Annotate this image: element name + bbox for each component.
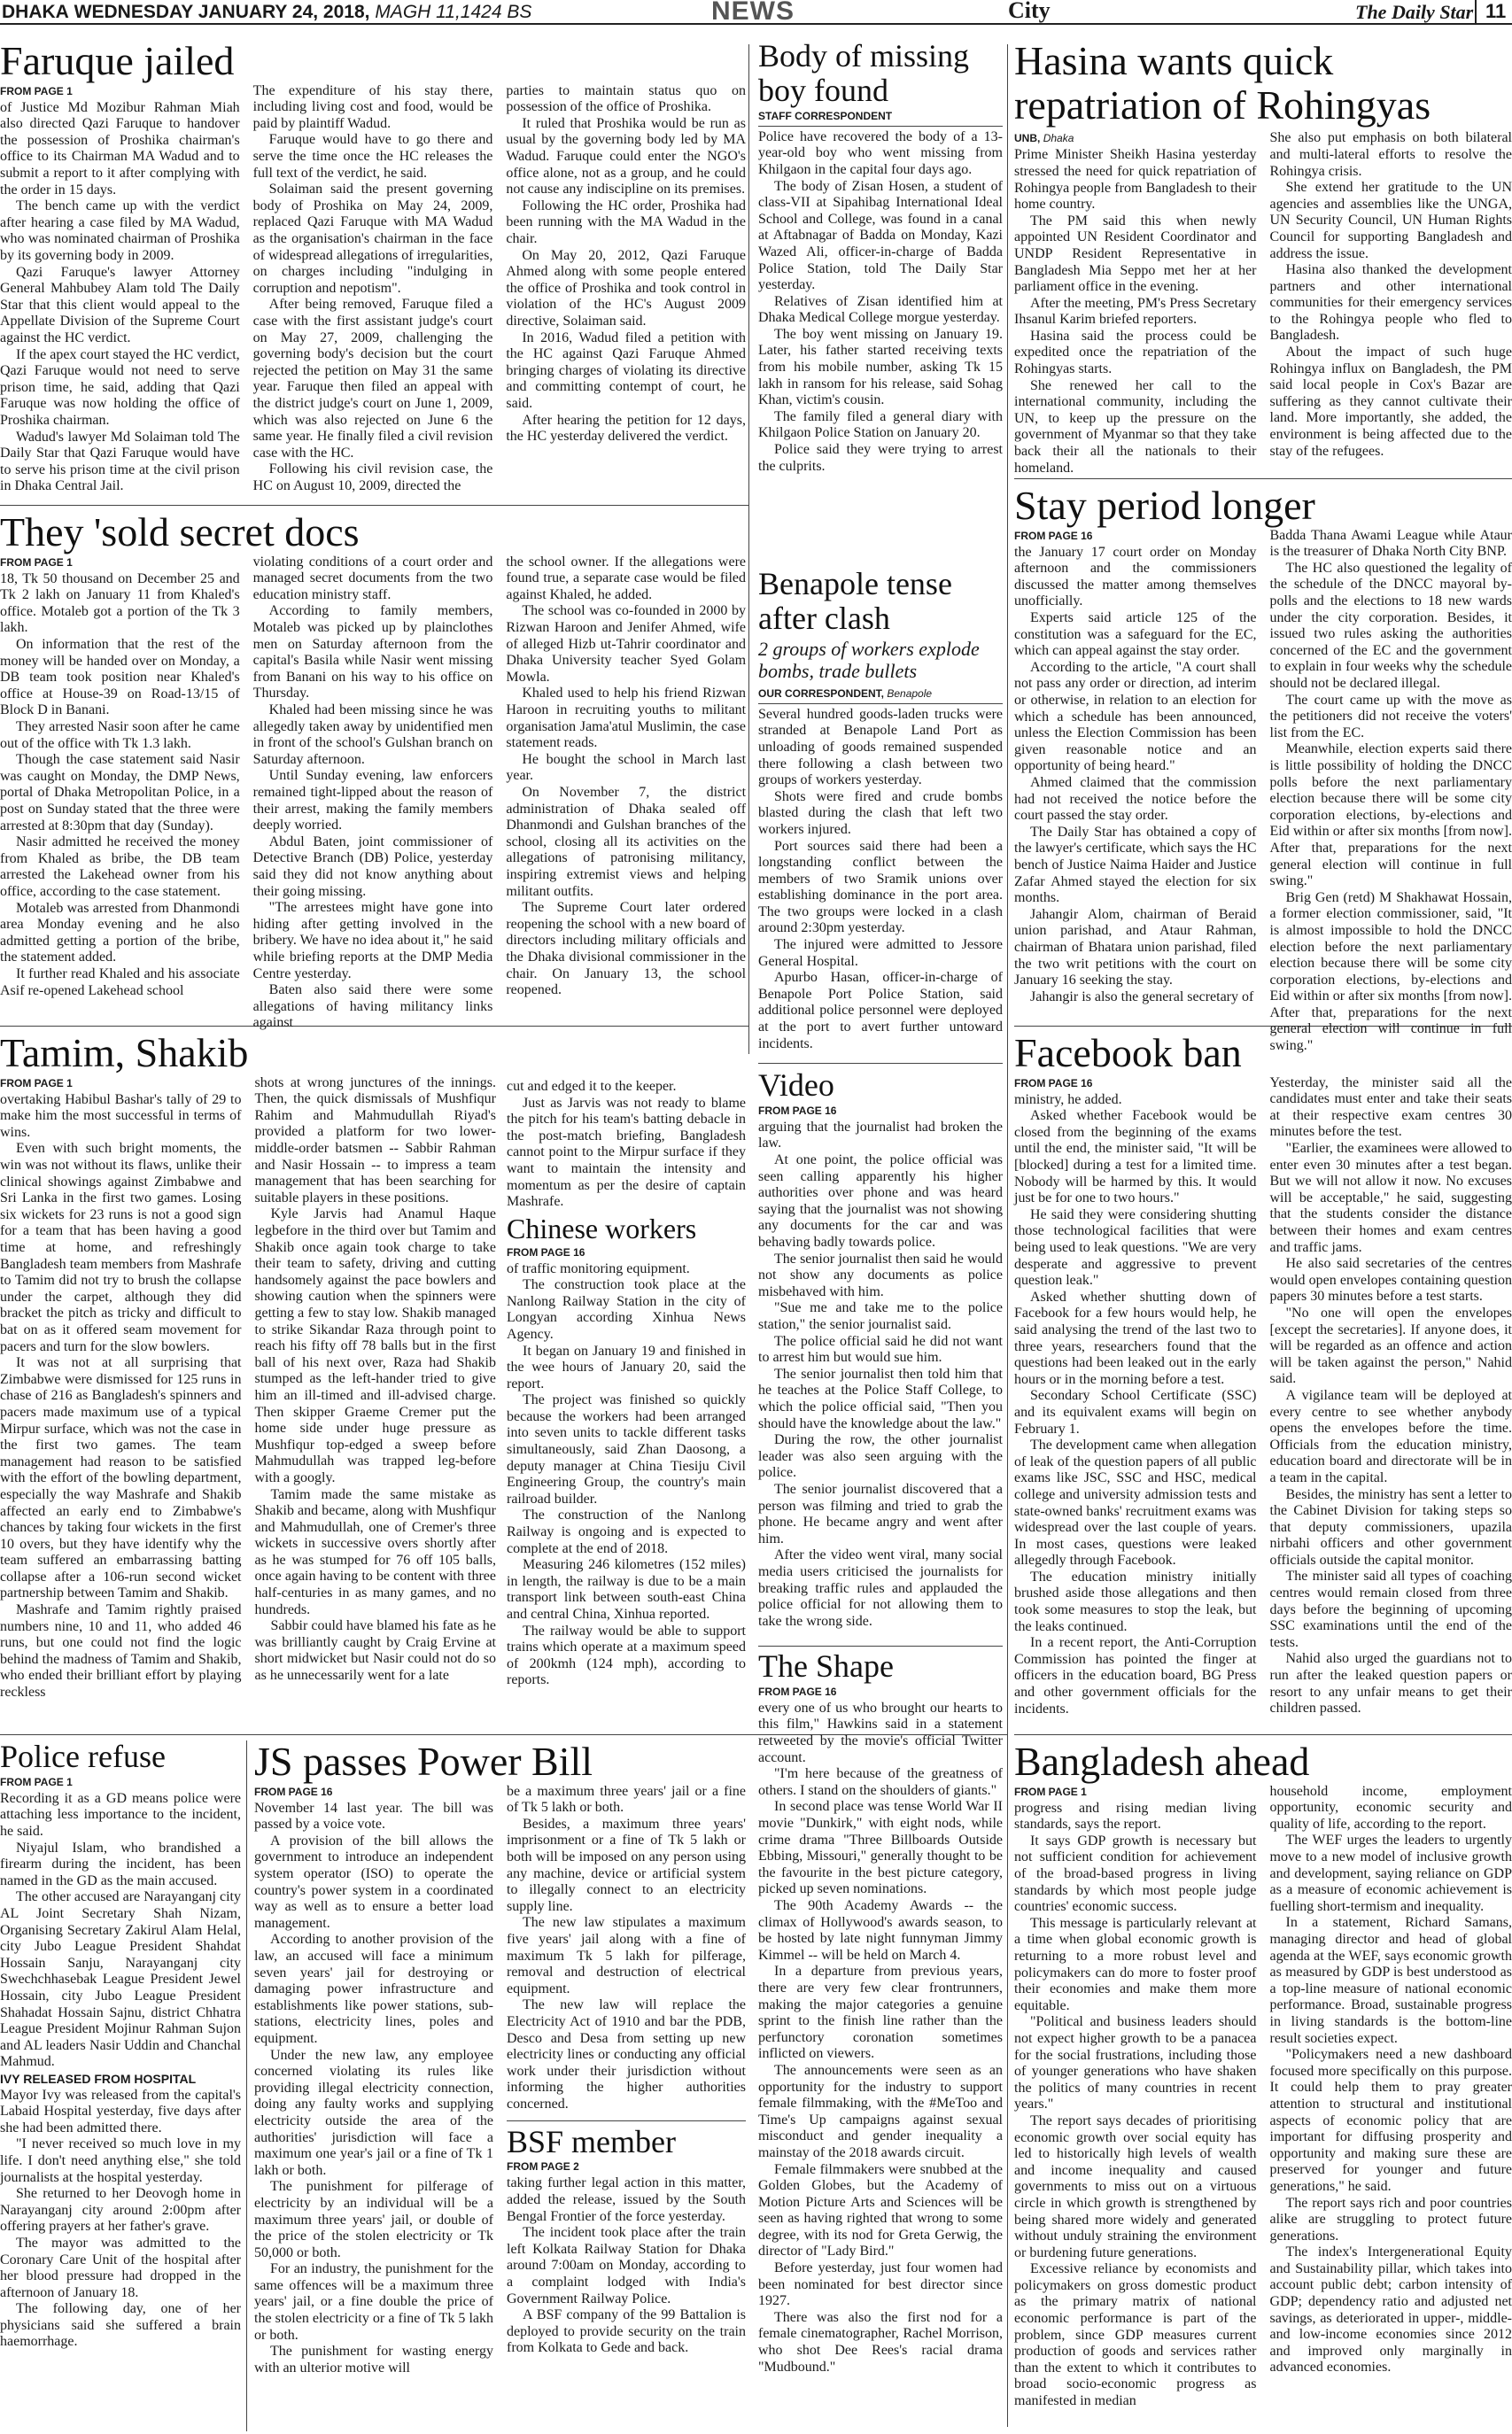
- paragraph: The education ministry initially brushed aside those allegations and then took some measures to stop the leak, but the leaks continued.: [1014, 1569, 1257, 1634]
- paragraph: Until Sunday evening, law enforcers remained tight-lipped about the reason of their arrest, making the family members deeply worried.: [252, 768, 493, 833]
- paragraph: be a maximum three years' jail or a fine of Tk 5 lakh or both.: [507, 1783, 746, 1816]
- story-column: [1270, 130, 1512, 477]
- headline: Body of missing boy found: [758, 38, 970, 108]
- story-column: [254, 1784, 493, 2377]
- subheadline: 2 groups of workers explode bombs, trade bullets: [758, 637, 980, 682]
- paragraph: The development came when allegation of leak of the question papers of all public exams like JSC, SSC and HSC, medical college and university admission tests and state-owned banks' recruitment exams was widespread over the last couple of years. In most cases, questions were leaked allegedly through Facebook.: [1014, 1438, 1257, 1569]
- byline: [1014, 132, 1257, 144]
- paragraph: On November 7, the district administration of Dhaka sealed off Dhanmondi and Gulshan branches of the school, closing all its activities on the allegations of patronising militancy, inspiring extremist views and helping militant outfits.: [506, 784, 747, 899]
- paragraph: There was also the first nod for a female cinematographer, Rachel Morrison, who shot Dee Rees's racial drama "Mudbound.": [758, 2309, 1003, 2375]
- paragraph: Even with such bright moments, the win was not without its flaws, unlike their clinical showings against Zimbabwe and Sri Lanka in the first two games. Losing six wickets for 23 runs is not a good sign for a team that has been having a good time at home, and refreshingly Bangladesh team members from Mashrafe to Tamim did not try to brush the collapse under the carpet, although they did bracket the pitch as tricky and difficult to bat on as it offered seam movement for pacers and turn for the slow bowlers.: [0, 1141, 242, 1354]
- paragraph: progress and rising median living standards, says the report.: [1014, 1800, 1257, 1833]
- paragraph: She also put emphasis on both bilateral and multi-lateral efforts to resolve the Rohingya crisis.: [1269, 130, 1512, 179]
- paragraph: Asked whether Facebook would be closed from the beginning of the exams until the end, the minister said, "It will be [blocked] during a test for a limited time. Nobody will be harmed by this. It would just be for one to two hours.": [1014, 1108, 1257, 1206]
- paragraph: This message is particularly relevant at a time when global economic growth is returning to a more robust level and policymakers can do more to foster proof their economies and make them more equitable.: [1014, 1915, 1257, 2013]
- paragraph: Baten also said there were some allegations of having militancy links against: [252, 982, 493, 1031]
- paragraph: He also said secretaries of the centres would open envelopes containing question papers 30 minutes before a test starts.: [1269, 1256, 1512, 1305]
- paragraph: The construction took place at the Nanlong Railway Station in the city of Longyan according Xinhua News Agency.: [507, 1277, 746, 1342]
- story-faruque-jailed: [0, 39, 746, 500]
- paragraph: During the row, the other journalist leader was also seen arguing with the police.: [758, 1432, 1003, 1481]
- paragraph: The index's Intergenerational Equity and Sustainability pillar, which takes into account public debt; carbon intensity of GDP; dependency ratio and adjusted net savings, as deteriorated in upper-, middle- and low-income economies since 2012 and improved only marginally in advanced economies.: [1269, 2244, 1512, 2376]
- paragraph: Excessive reliance by economists and policymakers on gross domestic product as the primary matrix of national economic performance is part of the problem, since GDP measures current production of goods and services rather than the extent to which it contributes to broad socio-economic progress as manifested in median: [1014, 2261, 1257, 2409]
- headline: Facebook ban: [1014, 1030, 1242, 1075]
- headline: Stay period longer: [1014, 483, 1315, 528]
- paragraph: Shots were fired and crude bombs blasted during the clash that left two workers injured.: [758, 788, 1003, 837]
- dateline: [2, 2, 531, 23]
- paragraph: He bought the school in March last year.: [506, 751, 747, 784]
- story-the-shape: [758, 1649, 1003, 2429]
- paragraph: The report says rich and poor countries alike are struggling to protect future generations.: [1269, 2195, 1512, 2244]
- paragraph: Wadud's lawyer Md Solaiman told The Daily Star that Qazi Faruque would have to serve his prison time at the civil prison in Dhaka Central Jail.: [0, 429, 240, 494]
- paragraph: The injured were admitted to Jessore General Hospital.: [758, 937, 1003, 969]
- story-column: [1014, 1784, 1257, 2410]
- paragraph: The HC also questioned the legality of the schedule of the DNCC mayoral by-polls and the elections to 18 new wards under the city corporation. Besides, it issued two rules asking the authorities concerned of the EC and the government to explain in four weeks why the schedule should not be declared illegal.: [1269, 560, 1512, 692]
- paragraph: Several hundred goods-laden trucks were stranded at Benapole Land Port as unloading of goods remained suspended there following a clash between two groups of workers yesterday.: [758, 706, 1003, 788]
- story-column: [255, 1075, 497, 1701]
- paragraph: Sabbir could have blamed his fate as he was brilliantly caught by Craig Ervine at short midwicket but Nasir could not do so as he unnecessarily went for a late: [254, 1618, 496, 1684]
- story-column: [507, 1784, 746, 2377]
- byline: FROM PAGE 1: [0, 1775, 73, 1788]
- paragraph: The senior journalist then said he would not show any documents as police misbehaved with him.: [758, 1251, 1003, 1299]
- page-header: [0, 0, 1512, 25]
- paragraph: She renewed her call to the international community, including the UN, to keep up the pressure on the government of Myanmar so that they take back their all the nationals to their homeland.: [1014, 377, 1257, 476]
- paragraph: Following his civil revision case, the HC on August 10, 2009, directed the: [252, 461, 493, 493]
- paragraph: cut and edged it to the keeper.: [507, 1079, 677, 1094]
- paragraph: It says GDP growth is necessary but not sufficient condition for achievement of the broad-based progress in living standards by which most people judge countries' economic success.: [1014, 1833, 1257, 1915]
- paragraph: The construction of the Nanlong Railway is ongoing and is expected to complete at the end of 2018.: [507, 1508, 746, 1556]
- paragraph: Asked whether shutting down of Facebook for a few hours would help, he said analysing the trend of the last two to three years, researchers found that the questions had been leaked out in the early hours or in the morning before a test.: [1014, 1289, 1257, 1387]
- paragraph: Nahid also urged the guardians not to run after the leaked question papers or resort to any unfair means to get their children passed.: [1269, 1651, 1512, 1717]
- paragraph: She returned to her Deovogh home in Narayanganj city around 2:00pm after offering prayers at her father's grave.: [0, 2186, 241, 2235]
- story-js-passes-power-bill: [254, 1740, 746, 2430]
- paragraph: A vigilance team will be deployed at every centre to see whether anybody opens the envelopes before the time. Officials from the education ministry, education board and directorate will be in a team in the capital.: [1269, 1387, 1512, 1485]
- paragraph: Besides, a maximum three years' imprisonment or a fine of Tk 5 lakh or both will be imposed on any person using any machine, device or artificial system to illegally connect to an electricity supply line.: [507, 1816, 746, 1914]
- section-label: NEWS: [711, 0, 795, 26]
- paragraph: The punishment for wasting energy with an ulterior motive will: [254, 2344, 493, 2376]
- paragraph: shots at wrong junctures of the innings. Then, the quick dismissals of Mushfiqur Rahim and Mahmudullah Riyad's provided a platform for two lower-middle-order batsmen -- Sabbir Rahman and Nasir Hossain -- to impress a team management that has been searching for suitable players in these positions.: [254, 1074, 496, 1205]
- story-body-of-missing-boy: [758, 39, 1003, 562]
- paragraph: "Earlier, the examinees were allowed to enter even 30 minutes after a test began. But we will not allow it now. No excuses will be acceptable," he said, suggesting that the students consider the distance between their homes and exam centres and traffic jams.: [1269, 1141, 1512, 1255]
- column-rule: [748, 44, 749, 1054]
- paragraph: Hasina also thanked the development partners and other international communities for their emergency services to the Rohingya people who fled to Bangladesh.: [1269, 262, 1512, 344]
- paragraph: Niyajul Islam, who brandished a firearm during the incident, has been named in the GD as the main accused.: [0, 1840, 241, 1888]
- paragraph: He said they were considering shutting those technological facilities that were being used to leak questions. "We are very desperate and aggressive to prevent question leak.": [1014, 1206, 1257, 1289]
- byline: FROM PAGE 16: [254, 1785, 333, 1798]
- paragraph: The new law will replace the Electricity Act of 1910 and bar the PDB, Desco and Desa from setting up new electricity lines or conducting any official work under their jurisdiction without informing the higher authorities concerned.: [507, 1997, 746, 2112]
- paragraph: The Daily Star has obtained a copy of the lawyer's certificate, which says the HC bench of Justice Naima Haider and Justice Zafar Ahmed stayed the election for six months.: [1014, 824, 1257, 906]
- paragraph: Ahmed claimed that the commission had not received the notice before the court passed the stay order.: [1014, 774, 1257, 824]
- paragraph: The school was co-founded in 2000 by Rizwan Haroon and Jenifer Ahmed, wife of alleged Hizb ut-Tahrir coordinator and Dhaka University teacher Syed Golam Mowla.: [506, 603, 747, 685]
- story-chinese-workers: [507, 1213, 746, 1729]
- paragraph: "Policymakers need a new dashboard focused more specifically on this purpose. It could help them to pray greater attention to structural and institutional aspects of economic policy that are important for diffusing prosperity and opportunity and making sure these are preserved for younger and future generations," he said.: [1269, 2047, 1512, 2194]
- headline: They 'sold secret docs: [0, 509, 360, 554]
- dateline-bangla-date: MAGH 11,1424 BS: [375, 2, 532, 22]
- paragraph: The senior journalist then told him that he teaches at the Police Staff College, to which the police official said, "Then you should have the knowledge about the law.": [758, 1366, 1003, 1431]
- headline: The Shape: [758, 1648, 894, 1684]
- paragraph: arguing that the journalist had broken the law.: [758, 1119, 1003, 1151]
- paragraph: The other accused are Narayanganj city AL Joint Secretary Shah Nizam, Organising Secretary Zakirul Alam Helal, city Jubo League President Shahdat Hossain Sanju, Narayanganj city Swechchhasebak League President Jewel Hossain, city Jubo League President Shahadat Hossain Sajnu, district Chhatra League President Mojinur Rahman Sujon and AL leaders Nasir Uddin and Chanchal Mahmud.: [0, 1889, 241, 2070]
- byline: FROM PAGE 16: [758, 1685, 837, 1698]
- subheading: IVY RELEASED FROM HOSPITAL: [0, 2071, 197, 2086]
- paragraph: Meanwhile, election experts said there is little possibility of holding the DNCC polls before the next parliamentary election because there will be some city corporation elections, by-elections and Eid within or after six months [from now]. After that, preparations for the next general election will continue in full swing.": [1269, 741, 1512, 889]
- paragraph: Solaiman said the present governing body of Proshika on May 24, 2009, replaced Qazi Faruque with MA Wadud as the organisation's chairman in the face of widespread allegations of irregularities, on charges including "indulging in corruption and nepotism".: [252, 182, 493, 296]
- story-sold-secret-docs: [0, 509, 747, 1031]
- paragraph: The PM said this when newly appointed UN Resident Coordinator and UNDP Resident Representative in Bangladesh Mia Seppo met her at her parliament office in the evening.: [1014, 213, 1257, 295]
- paragraph: Though the case statement said Nasir was caught on Monday, the DMP News, portal of Dhaka Metropolitan Police, in a post on Sunday stated that the three were arrested at 8:30pm that day (Sunday).: [0, 752, 240, 833]
- headline: JS passes Power Bill: [254, 1739, 593, 1784]
- paragraph: of Justice Md Mozibur Rahman Miah also directed Qazi Faruque to handover the possession of Proshika chairman's office to its Chairman MA Wadud and to submit a report to it after complying with the order in 15 days.: [0, 99, 240, 198]
- story-column: [253, 554, 493, 1032]
- paragraph: Secondary School Certificate (SSC) and its equivalent exams will begin on February 1.: [1014, 1388, 1257, 1437]
- story-bsf-member: [507, 2120, 746, 2357]
- paragraph: Recording it as a GD means police were attaching less importance to the incident, he said.: [0, 1790, 241, 1840]
- paragraph: She extend her gratitude to the UN agencies and assemblies like the UNGA, UN Security Council, UN Human Rights Council for supporting Bangladesh and address the issue.: [1269, 180, 1512, 261]
- dateline-place: DHAKA: [2, 2, 69, 22]
- byline: FROM PAGE 16: [758, 1104, 837, 1117]
- paragraph: After the meeting, PM's Press Secretary Ihsanul Karim briefed reporters.: [1014, 295, 1257, 328]
- paragraph: Apurbo Hasan, officer-in-charge of Benapole Port Police Station, said additional police personnel were deployed at the port to avert further untoward incidents.: [758, 970, 1003, 1051]
- byline: FROM PAGE 16: [1014, 529, 1093, 542]
- paragraph: Mashrafe and Tamim rightly praised numbers nine, 10 and 11, who added 46 runs, but one could not find the logic behind the madness of Tamim and Shakib, who ended their brilliant effort by playing reckless: [0, 1602, 242, 1701]
- paragraph: Jahangir is also the general secretary of: [1030, 988, 1254, 1004]
- story-benapole-tense: [758, 567, 1003, 1063]
- story-column: [253, 83, 493, 495]
- story-hasina-rohingyas: [1014, 39, 1512, 475]
- paragraph: In a departure from previous years, there are very few clear frontrunners, making the major categories a genuine sprint to the finish line rather than the perfunctory coronation sometimes inflicted on viewers.: [758, 1964, 1003, 2062]
- headline: Police refuse: [0, 1739, 166, 1774]
- paragraph: It further read Khaled and his associate Asif re-opened Lakehead school: [0, 965, 240, 998]
- story-column: [1270, 528, 1512, 1055]
- paragraph: "Political and business leaders should not expect higher growth to be a panacea for the social frustrations, including those of younger generations who have shaken the politics of many countries in recent years.": [1014, 2014, 1257, 2112]
- paragraph: About the impact of such huge Rohingya influx on Bangladesh, the PM said local people in Cox's Bazar are suffering as they cannot cultivate their land. More importantly, she added, the environment is being affected due to the stay of the refugees.: [1269, 345, 1512, 459]
- paragraph: The bench came up with the verdict after hearing a case filed by MA Wadud, who was nominated chairman of Proshika by its governing body in 2009.: [0, 198, 240, 264]
- headline: Bangladesh ahead: [1014, 1739, 1310, 1784]
- paragraph: "The arrestees might have gone into hiding after getting involved in the bribery. We have no idea about it," he said while briefing reports at the DMP Media Centre yesterday.: [252, 900, 493, 981]
- paragraph: A BSF company of the 99 Battalion is deployed to provide security on the train from Kolkata to Gede and back.: [507, 2307, 746, 2356]
- story-bangladesh-ahead: [1014, 1740, 1512, 2430]
- byline-source: UNB,: [1014, 132, 1041, 145]
- paragraph: In 2016, Wadud filed a petition with the HC against Qazi Faruque Ahmed bringing charges of violating its directive and committing contempt of court, he said.: [506, 329, 747, 411]
- paragraph: "No one will open the envelopes [except the secretaries]. If anyone does, it will be regarded as an offence and action will be taken against the person," Nahid said.: [1269, 1305, 1512, 1387]
- byline: FROM PAGE 2: [507, 2160, 579, 2174]
- paragraph: The new law stipulates a maximum five years' jail along with a fine of maximum Tk 5 lakh for pilferage, removal and destruction of electrical equipment.: [507, 1915, 746, 1996]
- byline-source: OUR CORRESPONDENT,: [758, 686, 885, 700]
- paragraph: violating conditions of a court order and managed secret documents from the two education ministry staff.: [252, 554, 493, 602]
- story-rule: [1014, 1734, 1512, 1735]
- story-rule: [758, 1063, 1003, 1064]
- paragraph: Measuring 246 kilometres (152 miles) in length, the railway is due to be a main transport link between south-east China and central China, Xinhua reported.: [507, 1557, 746, 1623]
- paragraph: The expenditure of his stay there, including living cost and food, would be paid by plaintiff Wadud.: [252, 82, 493, 131]
- paragraph: The following day, one of her physicians said she suffered a brain haemorrhage.: [0, 2301, 241, 2350]
- paragraph: Tamim made the same mistake as Shakib and became, along with Mushfiqur and Mahmudullah, one of Cremer's three wickets in successive overs shortly after as he was stumped for 76 off 105 balls, once again having to be content with three half-centuries in as many games, and no hundreds.: [254, 1486, 496, 1617]
- story-video: [758, 1068, 1003, 1644]
- paragraph: Just as Jarvis was not ready to blame the pitch for his team's batting debacle in the post-match briefing, Bangladesh cannot point to the Mirpur surface if they want to maintain the intensity and momentum as per the desire of captain Mashrafe.: [507, 1095, 746, 1210]
- paragraph: household income, employment opportunity, economic security and quality of life, according to the report.: [1269, 1783, 1512, 1832]
- paragraph: Jahangir Alom, chairman of Beraid union parishad, and Ataur Rahman, chairman of Bhatara union parishad, filed the two writ petitions with the court on January 16 seeking the stay.: [1014, 906, 1257, 988]
- paragraph: "I never received so much love in my life. I don't need anything else," she told journalists at the hospital yesterday.: [0, 2136, 241, 2185]
- byline: FROM PAGE 16: [1014, 1076, 1093, 1089]
- paragraph: parties to maintain status quo on possession of the office of Proshika.: [506, 82, 747, 115]
- paragraph: The family filed a general diary with Khilgaon Police Station on January 20.: [758, 408, 1003, 441]
- column-rule: [246, 1740, 247, 2431]
- paragraph: "Sue me and take me to the police station," the senior journalist said.: [758, 1300, 1003, 1332]
- paragraph: According to family members, Motaleb was picked up by plainclothes men on Saturday afternoon from the capital's Basila while Nasir went missing from Banani on his way to his office on Thursday.: [252, 603, 493, 702]
- paragraph: The WEF urges the leaders to urgently move to a new model of inclusive growth and development, saying reliance on GDP as a measure of economic achievement is fuelling short-termism and inequality.: [1269, 1833, 1512, 1914]
- paragraph: They arrested Nasir soon after he came out of the office with Tk 1.3 lakh.: [0, 719, 240, 751]
- paragraph: ministry, he added.: [1014, 1091, 1122, 1107]
- paragraph: The mayor was admitted to the Coronary Care Unit of the hospital after her blood pressure had dropped in the afternoon of January 18.: [0, 2235, 241, 2300]
- paragraph: It ruled that Proshika would be run as usual by the governing body led by MA Wadud. Faruque could enter the NGO's office alone, not as a group, and he could not cause any indiscipline on its premises.: [506, 115, 747, 198]
- story-column: [1270, 1075, 1512, 1718]
- paragraph: Khaled used to help his friend Rizwan Haroon in recruiting youths to militant organisation Jama'atul Muslimin, the case statement reads.: [506, 686, 747, 751]
- paragraph: After hearing the petition for 12 days, the HC yesterday delivered the verdict.: [506, 412, 747, 445]
- masthead-logo: The Daily Star: [1355, 1, 1474, 23]
- paragraph: At one point, the police official was seen calling apparently his higher authorities over phone and was heard saying that the journalist was not showing any documents for the car and was behaving badly towards police.: [758, 1152, 1003, 1251]
- paragraph: Female filmmakers were snubbed at the Golden Globes, but the Academy of Motion Picture Arts and Sciences will be seen as having righted that wrong to some degree, with its nod for Greta Gerwig, the director of "Lady Bird.": [758, 2161, 1003, 2260]
- paragraph: Prime Minister Sheikh Hasina yesterday stressed the need for quick repatriation of Rohingya people from Bangladesh to their home country.: [1014, 147, 1257, 213]
- paragraph: On May 20, 2012, Qazi Faruque Ahmed along with some people entered the office of Proshika and took control in violation of the HC's August 2009 directive, Solaiman said.: [506, 247, 747, 329]
- paragraph: The Supreme Court later ordered reopening the school with a new board of directors including military officials and the Dhaka divisional commissioner in the chair. On January 13, the school reopened.: [506, 900, 747, 998]
- byline-place: Dhaka: [1043, 132, 1074, 145]
- paragraph: On information that the rest of the money will be handed over on Monday, a DB team took position near Khaled's office at House-39 on Road-13/15 of Block D in Banani.: [0, 637, 240, 718]
- paragraph: Faruque would have to go there and serve the time once the HC releases the full text of the verdict, he said.: [252, 132, 493, 181]
- story-rule: [0, 505, 748, 506]
- byline: STAFF CORRESPONDENT: [758, 110, 1003, 127]
- story-column: [506, 83, 746, 495]
- headline: Chinese workers: [507, 1213, 697, 1244]
- paragraph: The punishment for pilferage of electricity by an individual will be a maximum three years' jail, or double of the price of the stolen electricity or Tk 50,000 or both.: [254, 2179, 493, 2260]
- story-rule: [758, 1646, 1003, 1647]
- paragraph: Motaleb was arrested from Dhanmondi area Monday evening and he also admitted getting a portion of the bribe, the statement added.: [0, 900, 240, 965]
- story-column: [0, 1075, 242, 1701]
- paragraph: According to the article, "A court shall not pass any order or direction, ad interim or otherwise, in relation to an election for which a schedule has been announced, unless the Election Commission has been given reasonable notice and an opportunity of being heard.": [1014, 659, 1257, 774]
- paragraph: Nasir admitted he received the money from Khaled as bribe, the DB team arrested the Lakehead owner from his office, according to the case statement.: [0, 834, 240, 899]
- paragraph: Yesterday, the minister said all the candidates must enter and take their seats at their respective exam centres 30 minutes before the test.: [1269, 1074, 1512, 1140]
- paragraph: of traffic monitoring equipment.: [507, 1260, 690, 1276]
- paragraph: Experts said article 125 of the constitution was a safeguard for the EC, which can appeal against the stay order.: [1014, 610, 1257, 659]
- paragraph: overtaking Habibul Bashar's tally of 29 to make him the most successful in terms of wins.: [0, 1091, 242, 1140]
- story-tamim-shakib: [0, 1031, 496, 1731]
- paragraph: The project was finished so quickly because the workers had been arranged into seven units to tackle different tasks simultaneously, said Zhan Daosong, a deputy manager at China Tiesiju Civil Engineering Group, the country's main railroad builder.: [507, 1392, 746, 1507]
- paragraph: It was not at all surprising that Zimbabwe were dismissed for 125 runs in chase of 216 as Bangladesh's spinners and pacers made maximum use of a typical Mirpur surface, which was not the case in the first two games. The team management had reason to be satisfied with the effort of the bowling department, especially the way Mashrafe and Shakib affected an early end to Zimbabwe's chances by taking four wickets in the first 10 overs, but they have identify why the team suffered an embarrassing batting collapse after a 106-run second wicket partnership between Tamim and Shakib.: [0, 1355, 242, 1601]
- paragraph: For an industry, the punishment for the same offences will be a maximum three years' jail, or a fine double the price of the stolen electricity or a fine of Tk 5 lakh or both.: [254, 2261, 493, 2343]
- paragraph: In a statement, Richard Samans, managing director and head of global agenda at the WEF, says economic growth as measured by GDP is best understood as a top-line measure of national economic performance. Broad, sustainable progress in living standards is the bottom-line result societies expect.: [1269, 1915, 1512, 2046]
- paragraph: Hasina said the process could be expedited once the repatriation of the Rohingyas starts.: [1014, 328, 1257, 377]
- subsection-label: City: [1008, 0, 1051, 23]
- headline: Tamim, Shakib: [0, 1030, 249, 1075]
- story-column: [1014, 528, 1257, 1055]
- headline: Video: [758, 1067, 834, 1103]
- paragraph: In a recent report, the Anti-Corruption Commission has pointed the finger at officers in the education board, BG Press and other government officials for the incidents.: [1014, 1635, 1257, 1717]
- story-column: [506, 554, 746, 1032]
- paragraph: A provision of the bill allows the government to introduce an independent system operator (ISO) to operate the country's power system in a coordinated way as well as to ensure a better load management.: [254, 1833, 493, 1931]
- paragraph: The minister said all types of coaching centres would remain closed from three days before the beginning of upcoming SSC examinations until the end of the tests.: [1269, 1569, 1512, 1650]
- headline: Benapole tense after clash: [758, 566, 952, 636]
- dateline-date: WEDNESDAY JANUARY 24, 2018,: [74, 2, 370, 22]
- byline: FROM PAGE 1: [0, 1076, 73, 1089]
- story-rule: [1014, 478, 1512, 479]
- byline: FROM PAGE 1: [1014, 1785, 1087, 1798]
- paragraph: In second place was tense World War II movie "Dunkirk," with eight nods, while crime drama "Three Billboards Outside Ebbing, Missouri," generally thought to be the favourite in the best picture category, picked up seven nominations.: [758, 1799, 1003, 1897]
- byline: [758, 687, 1003, 704]
- paragraph: The court came up with the move as the petitioners did not receive the voters' list from the EC.: [1269, 692, 1512, 740]
- headline: Faruque jailed: [0, 38, 235, 83]
- paragraph: Port sources said there had been a longstanding conflict between the members of two Sramik unions over establishing dominance in the port area. The two groups were locked in a clash around 2:30pm yesterday.: [758, 838, 1003, 936]
- paragraph: After being removed, Faruque filed a case with the first assistant judge's court on May 27, 2009, challenging the governing body's decision but the court rejected the petition on May 31 the same year. Faruque then filed an appeal with the district judge's court on June 1, 2009, which was also rejected on June 6 the same year. He finally filed a civil revision case with the HC.: [252, 297, 493, 461]
- page-number: 11: [1475, 0, 1506, 23]
- byline: FROM PAGE 1: [0, 84, 73, 97]
- story-column: [1014, 130, 1257, 477]
- headline: Hasina wants quick repatriation of Rohingyas: [1014, 38, 1431, 128]
- paragraph: Brig Gen (retd) M Shakhawat Hossain, a former election commissioner, said, "It is almost impossible to hold the DNCC election before the next parliamentary election because there will be some city corporation elections, by-elections and Eid within or after six months [from now]. After that, preparations for the next general election will continue in full swing.": [1269, 889, 1512, 1054]
- paragraph: If the apex court stayed the HC verdict, Qazi Faruque would not need to serve prison time, he said, adding that Qazi Faruque was now holding the office of Proshika chairman.: [0, 346, 240, 428]
- byline-place: Benapole: [887, 686, 933, 700]
- paragraph: the January 17 court order on Monday afternoon and the commissioners discussed the matter among themselves unofficially.: [1014, 544, 1257, 609]
- paragraph: After the video went viral, many social media users criticised the journalists for breaking traffic rules and applauded the police official for not allowing them to take the wrong side.: [758, 1547, 1003, 1629]
- story-column: [1270, 1784, 1512, 2410]
- paragraph: The announcements were seen as an opportunity for the industry to support female filmmaking, with the #MeToo and Time's Up campaigns against sexual misconduct and gender inequality a mainstay of the 2018 awards circuit.: [758, 2062, 1003, 2160]
- paragraph: Before yesterday, just four women had been nominated for best director since 1927.: [758, 2260, 1003, 2309]
- byline: FROM PAGE 1: [0, 555, 73, 569]
- paragraph: Relatives of Zisan identified him at Dhaka Medical College morgue yesterday.: [758, 293, 1003, 326]
- paragraph: The 90th Academy Awards -- the climax of Hollywood's awards season, to be hosted by late night funnyman Jimmy Kimmel -- will be held on March 4.: [758, 1898, 1003, 1963]
- paragraph: The report says decades of prioritising economic growth over social equity has led to historically high levels of wealth and income inequality and caused governments to miss out on a virtuous circle in which growth is strengthened by being shared more widely and generated without unduly straining the environment or burdening future generations.: [1014, 2112, 1257, 2260]
- headline: BSF member: [507, 2123, 677, 2159]
- column-rule: [1007, 44, 1008, 2427]
- story-column: [0, 83, 240, 495]
- paragraph: the school owner. If the allegations were found true, a separate case would be filed against Khaled, he added.: [506, 554, 747, 602]
- paragraph: Police said they were trying to arrest the culprits.: [758, 442, 1003, 474]
- paragraph: Khaled had been missing since he was allegedly taken away by unidentified men in front of the school's Gulshan branch on Saturday afternoon.: [252, 702, 493, 767]
- paragraph: Kyle Jarvis had Anamul Haque legbefore in the third over but Tamim and Shakib once again took charge to take their team to safety, driving and cutting handsomely against the pace bowlers and showing caution when the spinners were getting a few to stay low. Shakib managed to strike Sikandar Raza through point to reach his fifty off 78 balls but in the first ball of his next over, Raza had Shakib stumped as the left-hander tried to give him an ill-timed and ill-advised charge. Then skipper Graeme Cremer put the home side under huge pressure as Mushfiqur top-edged a sweep before Mahmudullah was trapped leg-before with a googly.: [254, 1206, 496, 1485]
- paragraph: The railway would be able to support trains which operate at a maximum speed of 200kmh (124 mph), according to reports.: [507, 1623, 746, 1688]
- paragraph: Following the HC order, Proshika had been running with the MA Wadud in the chair.: [506, 198, 747, 247]
- paragraph: The body of Zisan Hosen, a student of class-VII at Sipahibag International Ideal School and College, was found in a canal at Aftabnagar of Badda on Monday, Kazi Wazed Ali, officer-in-charge of Badda Police Station, told The Daily Star yesterday.: [758, 178, 1003, 293]
- paragraph: taking further legal action in this matter, added the release, issued by the South Bengal Frontier of the force yesterday.: [507, 2175, 746, 2224]
- paragraph: According to another provision of the law, an accused will face a minimum seven years' jail for destroying or damaging power infrastructure and establishments like power stations, sub-stations, electricity lines, poles and equipment.: [254, 1932, 493, 2046]
- paragraph: Under the new law, any employee concerned violating its rules like providing illegal electricity connection, doing any faulty works and supplying electricity outside the area of the authorities' jurisdiction will face a maximum one year's jail or a fine of Tk 1 lakh or both.: [254, 2047, 493, 2178]
- paragraph: "I'm here because of the greatness of others. I stand on the shoulders of giants.": [758, 1766, 1003, 1798]
- byline: FROM PAGE 16: [507, 1245, 585, 1259]
- paragraph: Besides, the ministry has sent a letter to the Cabinet Division for taking steps so that deputy commissioners, upazila nirbahi officers and other government officials outside the capital monitor.: [1269, 1486, 1512, 1568]
- paragraph: The incident took place after the train left Kolkata Railway Station for Dhaka around 7:00am on Monday, according to a complaint lodged with India's Government Railway Police.: [507, 2225, 746, 2306]
- paragraph: Qazi Faruque's lawyer Attorney General Mahbubey Alam told The Daily Star that this client would appeal to the Appellate Division of the Supreme Court against the HC verdict.: [0, 264, 240, 345]
- story-facebook-ban: [1014, 1031, 1512, 1731]
- paragraph: The boy went missing on January 19. Later, his father started receiving texts from his mobile number, asking Tk 15 lakh in ransom for his release, said Sohag Khan, victim's cousin.: [758, 326, 1003, 408]
- paragraph: Abdul Baten, joint commissioner of Detective Branch (DB) Police, yesterday said they did not know anything about their going missing.: [252, 833, 493, 899]
- paragraph: Badda Thana Awami League while Ataur is the treasurer of Dhaka North City BNP.: [1269, 527, 1512, 560]
- paragraph: 18, Tk 50 thousand on December 25 and Tk 2 lakh on January 11 from Khaled's office. Motaleb got a portion of the Tk 3 lakh.: [0, 570, 240, 636]
- paragraph: The police official said he did not want to arrest him but would sue him.: [758, 1333, 1003, 1366]
- paragraph: Police have recovered the body of a 13-year-old boy who went missing from Khilgaon in the capital four days ago.: [758, 128, 1003, 177]
- paragraph: It began on January 19 and finished in the wee hours of January 20, said the report.: [507, 1343, 746, 1391]
- paragraph: November 14 last year. The bill was passed by a voice vote.: [254, 1800, 493, 1833]
- story-column: [0, 554, 240, 1032]
- story-column: [1014, 1075, 1257, 1718]
- paragraph: every one of us who brought our hearts to this film," Hawkins said in a statement retweeted by the movie's official Twitter account.: [758, 1700, 1003, 1765]
- paragraph: Mayor Ivy was released from the capital's Labaid Hospital yesterday, five days after she had been admitted there.: [0, 2087, 241, 2136]
- story-police-refuse: [0, 1740, 241, 2430]
- paragraph: The senior journalist discovered that a person was filming and tried to grab the phone. He became angry and went after him.: [758, 1481, 1003, 1546]
